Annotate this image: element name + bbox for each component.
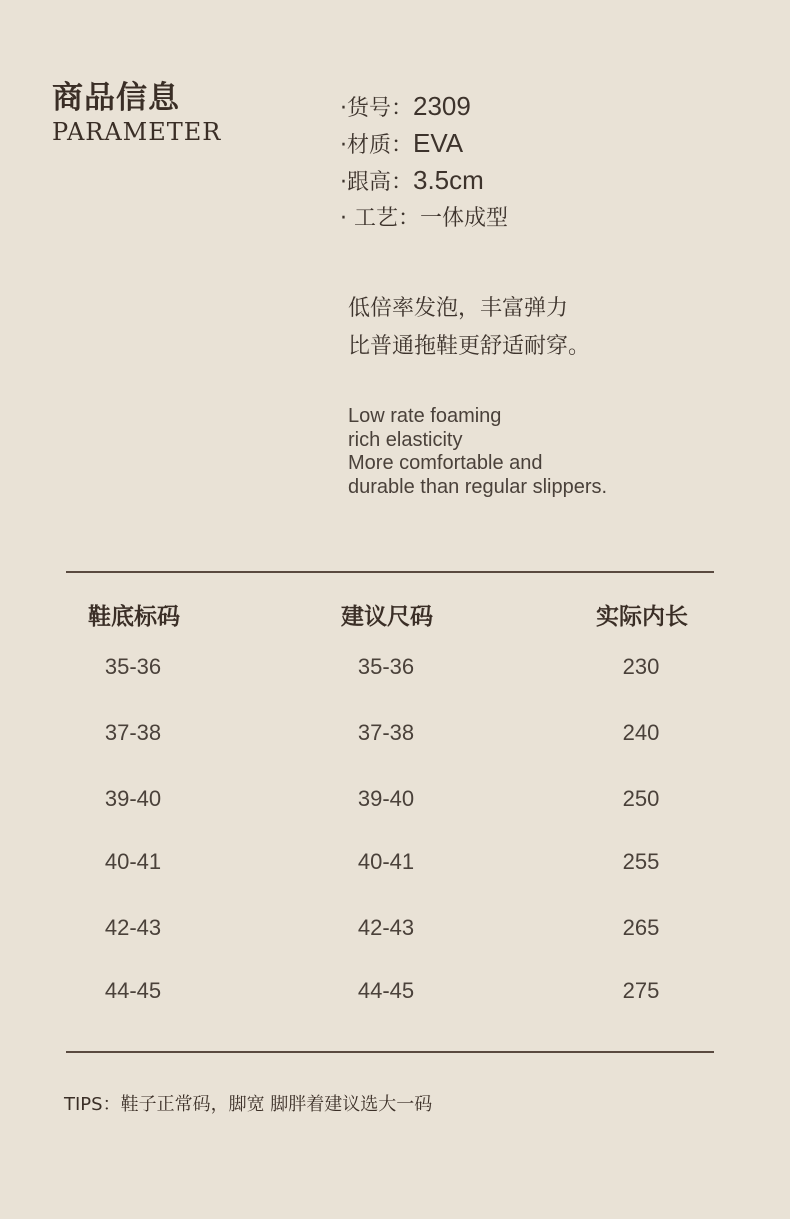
cell-sole-size: 37-38	[104, 720, 162, 745]
param-value: 2309	[413, 91, 471, 121]
param-label: · 工艺：	[340, 206, 420, 231]
cell-suggested-size: 37-38	[357, 720, 415, 745]
cell-suggested-size: 40-41	[357, 849, 415, 874]
param-item-heel	[340, 162, 508, 199]
cell-inner-length: 275	[622, 978, 660, 1003]
cell-sole-size: 42-43	[104, 915, 162, 940]
cell-suggested-size: 42-43	[357, 915, 415, 940]
param-item-number	[340, 88, 508, 125]
param-value: 一体成型	[420, 206, 509, 231]
param-label: ·材质：	[340, 133, 413, 158]
title-en: PARAMETER	[52, 118, 222, 146]
cell-sole-size: 44-45	[104, 978, 162, 1003]
description-en-line: rich elasticity	[348, 428, 463, 451]
table-top-divider	[66, 571, 714, 573]
column-header-sole-size: 鞋底标码	[88, 604, 180, 630]
param-label: ·货号：	[340, 96, 413, 121]
param-label: ·跟高：	[340, 170, 413, 195]
description-cn-line: 比普通拖鞋更舒适耐穿。	[348, 334, 591, 359]
table-bottom-divider	[66, 1051, 714, 1053]
column-header-inner-length: 实际内长	[596, 604, 688, 630]
column-header-suggested-size: 建议尺码	[341, 604, 433, 630]
param-value: EVA	[413, 128, 464, 158]
cell-inner-length: 250	[622, 786, 660, 811]
cell-inner-length: 255	[622, 849, 660, 874]
cell-inner-length: 265	[622, 915, 660, 940]
cell-inner-length: 240	[622, 720, 660, 745]
cell-suggested-size: 35-36	[357, 654, 415, 679]
cell-suggested-size: 44-45	[357, 978, 415, 1003]
description-cn-line: 低倍率发泡，丰富弹力	[348, 296, 569, 321]
title-cn: 商品信息	[52, 80, 180, 116]
description-cn	[348, 290, 590, 366]
param-item-craft	[340, 199, 508, 236]
cell-suggested-size: 39-40	[357, 786, 415, 811]
description-en-line: Low rate foaming	[348, 405, 502, 427]
cell-inner-length: 230	[622, 654, 660, 679]
description-en-line: More comfortable and	[348, 452, 543, 474]
param-value: 3.5cm	[413, 165, 484, 195]
description-en	[348, 405, 607, 499]
param-item-material	[340, 125, 508, 162]
param-list	[340, 88, 508, 236]
cell-sole-size: 39-40	[104, 786, 162, 811]
cell-sole-size: 40-41	[104, 849, 162, 874]
cell-sole-size: 35-36	[104, 654, 162, 679]
tips-note: TIPS：鞋子正常码，脚宽 脚胖着建议选大一码	[64, 1094, 433, 1115]
description-en-line: durable than regular slippers.	[348, 475, 608, 498]
